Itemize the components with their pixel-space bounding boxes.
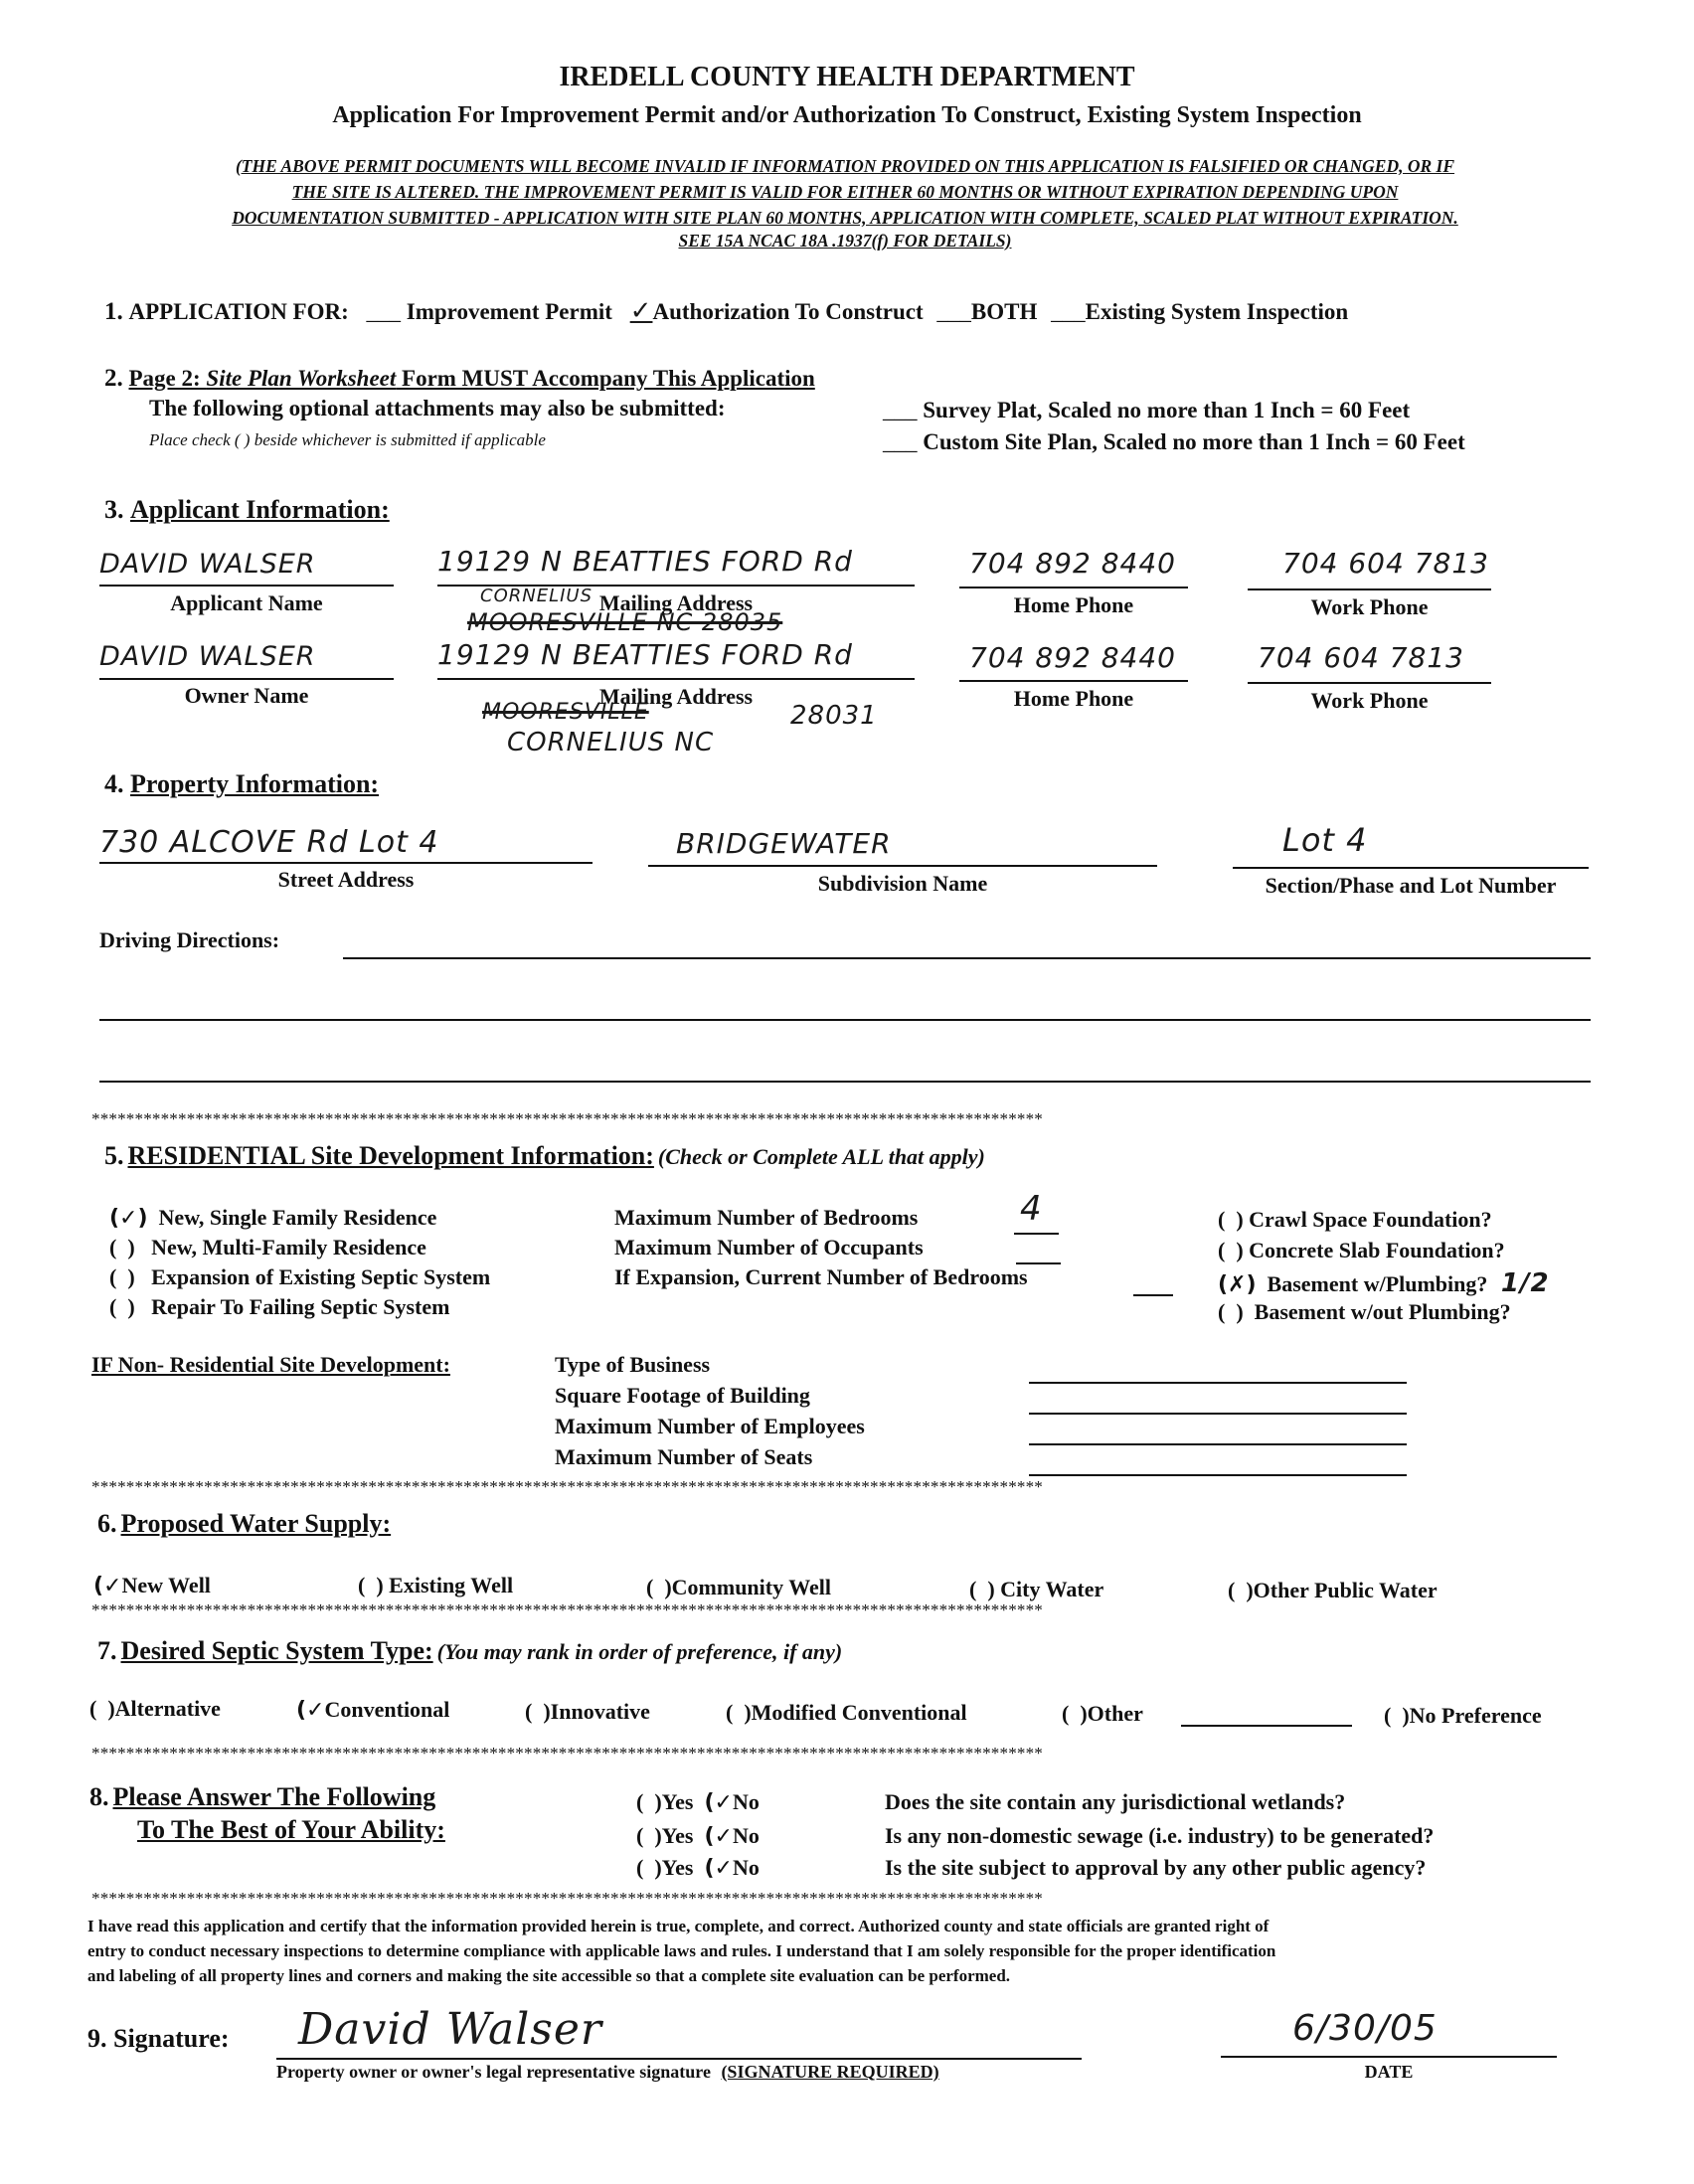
applicant-name-line: [99, 585, 394, 587]
checkbox-empty-icon[interactable]: ( ): [89, 1696, 115, 1721]
non-residential-label: IF Non- Residential Site Development:: [91, 1352, 450, 1377]
question-2-answers[interactable]: [636, 1823, 760, 1849]
street-address-line: [99, 862, 593, 864]
signature-caption: [276, 2062, 939, 2083]
section-number: 3.: [104, 495, 124, 524]
certification-line-1: I have read this application and certify that the information provided herein is true, complete, and correct. Authorized county and state officials are granted right of: [87, 1917, 1270, 1935]
owner-name-label: Owner Name: [184, 683, 309, 708]
document-subtitle: Application For Improvement Permit and/or Authorization To Construct, Existing System Inspection: [332, 102, 1362, 128]
septic-other-line[interactable]: [1181, 1725, 1352, 1727]
subdivision-line: [648, 865, 1157, 867]
foundation-concrete-slab[interactable]: [1218, 1238, 1505, 1263]
signature-value[interactable]: David Walser: [298, 2004, 602, 2055]
custom-site-plan-label: Custom Site Plan, Scaled no more than 1 Inch = 60 Feet: [923, 429, 1465, 454]
section-3-heading: [104, 495, 390, 525]
checkbox-checked-icon[interactable]: (✓: [93, 1574, 122, 1598]
owner-name-value[interactable]: DAVID WALSER: [99, 641, 316, 672]
disclaimer-line-2: THE SITE IS ALTERED. THE IMPROVEMENT PERMIT IS VALID FOR EITHER 60 MONTHS OR WITHOUT EXPIRATION DEPENDING UPON: [291, 182, 1399, 202]
optional-attachments-text: The following optional attachments may also be submitted:: [149, 396, 726, 420]
owner-address-line1[interactable]: 19129 N BEATTIES FORD Rd: [437, 638, 853, 671]
certification-line-2: entry to conduct necessary inspections to determine compliance with applicable laws and rules. I understand that I am solely responsible for the proper identification: [87, 1941, 1276, 1960]
separator-stars: **************************************************************************************************************: [91, 1889, 1043, 1908]
type-label: New, Single Family Residence: [158, 1205, 437, 1230]
no-label: No: [732, 1855, 760, 1880]
option-label: New Well: [121, 1573, 211, 1597]
expansion-bedrooms-label: If Expansion, Current Number of Bedrooms: [614, 1264, 1028, 1289]
no-label: No: [732, 1823, 760, 1848]
septic-modified-conventional[interactable]: [726, 1700, 967, 1726]
type-label: New, Multi-Family Residence: [151, 1235, 426, 1260]
checkbox-checked-icon[interactable]: (✓: [296, 1698, 325, 1723]
square-footage-line[interactable]: [1029, 1413, 1407, 1415]
signature-line: [276, 2058, 1082, 2060]
date-line: [1221, 2056, 1557, 2058]
water-city-water[interactable]: [969, 1577, 1103, 1602]
owner-home-phone-value[interactable]: 704 892 8440: [969, 641, 1176, 674]
septic-no-preference[interactable]: [1384, 1703, 1542, 1729]
driving-directions-line-3[interactable]: [99, 1081, 1591, 1083]
checkbox-empty-icon[interactable]: ( ): [646, 1575, 672, 1599]
no-label: No: [732, 1789, 760, 1814]
type-of-business-label: Type of Business: [555, 1352, 711, 1377]
page2-label: Page 2:: [128, 366, 207, 391]
driving-directions-label: Driving Directions:: [99, 927, 280, 952]
section-6-heading: [97, 1509, 391, 1539]
subdivision-label: Subdivision Name: [817, 871, 988, 896]
please-answer-heading: Please Answer The Following: [112, 1782, 436, 1811]
section-number: 6.: [97, 1509, 117, 1538]
best-of-ability-heading: To The Best of Your Ability:: [137, 1815, 445, 1844]
question-3-answers[interactable]: [636, 1855, 760, 1881]
yes-checkbox[interactable]: ( ): [636, 1789, 662, 1814]
checkbox-empty-icon[interactable]: ( ): [1218, 1299, 1244, 1324]
expansion-bedrooms-line[interactable]: [1133, 1294, 1173, 1296]
max-employees-label: Maximum Number of Employees: [555, 1414, 865, 1438]
yes-checkbox[interactable]: ( ): [636, 1855, 662, 1880]
section-5-heading: [104, 1141, 985, 1171]
no-checkbox-checked[interactable]: (✓: [704, 1790, 733, 1815]
subdivision-value[interactable]: BRIDGEWATER: [676, 827, 892, 860]
section-1: [104, 296, 1348, 326]
checkbox-empty-icon[interactable]: ( ): [1062, 1701, 1088, 1726]
square-footage-label: Square Footage of Building: [555, 1383, 810, 1408]
yes-label: Yes: [661, 1855, 694, 1880]
checkbox-empty-icon[interactable]: ( ): [109, 1294, 135, 1319]
owner-work-phone-label: Work Phone: [1310, 688, 1429, 713]
document-title: IREDELL COUNTY HEALTH DEPARTMENT: [559, 62, 1135, 92]
owner-address-zip[interactable]: 28031: [790, 701, 878, 731]
basement-plumbing-note[interactable]: 1/2: [1500, 1268, 1550, 1298]
septic-type-note: (You may rank in order of preference, if any): [436, 1639, 843, 1664]
place-check-note: Place check ( ) beside whichever is submitted if applicable: [149, 430, 546, 449]
question-1-text: Does the site contain any jurisdictional wetlands?: [885, 1789, 1346, 1814]
section-number: 8.: [89, 1782, 109, 1811]
water-existing-well[interactable]: [358, 1573, 513, 1598]
applicant-name-value[interactable]: DAVID WALSER: [99, 549, 316, 580]
section-4-heading: [104, 769, 379, 799]
checkbox-empty-icon[interactable]: ( ): [1218, 1238, 1244, 1262]
lot-number-label: Section/Phase and Lot Number: [1265, 873, 1557, 898]
lot-number-value[interactable]: Lot 4: [1282, 821, 1368, 859]
disclaimer-line-4: SEE 15A NCAC 18A .1937(f) FOR DETAILS): [678, 231, 1012, 251]
water-supply-heading: Proposed Water Supply:: [120, 1509, 392, 1538]
option-label: Alternative: [114, 1696, 221, 1721]
section-9-label: [87, 2024, 230, 2054]
no-checkbox-checked[interactable]: (✓: [704, 1824, 733, 1849]
option-label: Modified Conventional: [751, 1700, 967, 1725]
disclaimer-line-1: (THE ABOVE PERMIT DOCUMENTS WILL BECOME INVALID IF INFORMATION PROVIDED ON THIS APPLICATION IS FALSIFIED OR CHANGED, OR IF: [235, 156, 1455, 176]
residential-note: (Check or Complete ALL that apply): [657, 1144, 985, 1169]
section-number: 9.: [87, 2024, 107, 2053]
site-plan-worksheet-label: Site Plan Worksheet: [206, 366, 397, 391]
section-8-heading: [89, 1782, 435, 1812]
option-existing-system-inspection[interactable]: Existing System Inspection: [1085, 299, 1349, 324]
option-both[interactable]: BOTH: [970, 299, 1038, 324]
applicant-address-label: Mailing Address: [598, 590, 754, 615]
option-label: Other Public Water: [1253, 1578, 1438, 1602]
question-3-text: Is the site subject to approval by any other public agency?: [885, 1855, 1427, 1880]
applicant-work-phone-value[interactable]: 704 604 7813: [1282, 547, 1489, 580]
applicant-address-line2-struck[interactable]: MOORESVILLE NC 28035: [467, 608, 783, 636]
checkbox-checked-icon[interactable]: (✓): [109, 1206, 148, 1231]
septic-conventional[interactable]: [296, 1697, 449, 1723]
owner-address-line2-struck[interactable]: MOORESVILLE: [482, 700, 649, 725]
option-label: Other: [1087, 1701, 1143, 1726]
septic-other[interactable]: [1062, 1701, 1143, 1727]
option-label: Existing Well: [389, 1573, 514, 1597]
custom-site-plan-blank[interactable]: ___: [883, 429, 918, 454]
max-bedrooms-line: [1014, 1233, 1059, 1235]
max-seats-line[interactable]: [1029, 1474, 1407, 1476]
residential-heading: RESIDENTIAL Site Development Information:: [127, 1141, 654, 1170]
applicant-home-phone-line: [959, 587, 1188, 588]
section-number: 7.: [97, 1636, 117, 1665]
max-bedrooms-label: Maximum Number of Bedrooms: [614, 1205, 919, 1230]
type-repair[interactable]: [109, 1294, 449, 1320]
applicant-address-line1[interactable]: 19129 N BEATTIES FORD Rd: [437, 545, 853, 578]
checkbox-empty-icon[interactable]: ( ): [726, 1700, 752, 1725]
option-label: Community Well: [671, 1575, 831, 1599]
street-address-label: Street Address: [277, 867, 415, 892]
foundation-label: Basement w/Plumbing?: [1267, 1271, 1488, 1296]
owner-address-label: Mailing Address: [598, 684, 754, 709]
option-label: No Preference: [1409, 1703, 1542, 1728]
water-new-well[interactable]: [93, 1573, 211, 1598]
foundation-basement-plumbing[interactable]: [1218, 1268, 1550, 1298]
type-of-business-line[interactable]: [1029, 1382, 1407, 1384]
applicant-work-phone-line: [1248, 588, 1491, 590]
max-employees-line[interactable]: [1029, 1443, 1407, 1445]
section-7-heading: [97, 1636, 842, 1666]
option-improvement-permit[interactable]: Improvement Permit: [406, 299, 612, 324]
type-multi-family[interactable]: [109, 1235, 426, 1260]
applicant-name-label: Applicant Name: [170, 590, 323, 615]
must-accompany-label: Form MUST Accompany This Application: [396, 366, 815, 391]
checkbox-empty-icon[interactable]: ( ): [1218, 1207, 1244, 1232]
question-1-answers[interactable]: [636, 1789, 760, 1815]
separator-stars: **************************************************************************************************************: [91, 1744, 1043, 1763]
checkbox-checked-icon[interactable]: (✗): [1218, 1272, 1257, 1297]
no-checkbox-checked[interactable]: (✓: [704, 1856, 733, 1881]
checkbox-empty-icon[interactable]: ( ): [525, 1699, 551, 1724]
lot-number-line: [1233, 867, 1589, 869]
section-number: 5.: [104, 1141, 124, 1170]
owner-home-phone-line: [959, 680, 1188, 682]
signature-label: Signature:: [113, 2024, 230, 2053]
checkbox-empty-icon[interactable]: ( ): [1384, 1703, 1410, 1728]
option-label: Conventional: [324, 1697, 450, 1722]
survey-plat-blank[interactable]: ___: [883, 398, 918, 422]
application-for-label: APPLICATION FOR:: [128, 299, 349, 324]
disclaimer-line-3: DOCUMENTATION SUBMITTED - APPLICATION WITH SITE PLAN 60 MONTHS, APPLICATION WITH COMPLETE, SCALED PLAT WITHOUT EXPIRATION.: [232, 208, 1458, 228]
type-label: Repair To Failing Septic System: [151, 1294, 450, 1319]
check-icon[interactable]: ✓: [629, 296, 653, 326]
driving-directions-line-1[interactable]: [343, 957, 1591, 959]
section-number: 2.: [104, 365, 123, 392]
option-label: City Water: [1000, 1577, 1104, 1601]
owner-name-line: [99, 678, 394, 680]
septic-type-heading: Desired Septic System Type:: [120, 1636, 433, 1665]
septic-innovative[interactable]: [525, 1699, 650, 1725]
checkbox-empty-icon[interactable]: ( ): [358, 1573, 384, 1597]
separator-stars: **************************************************************************************************************: [91, 1600, 1043, 1619]
yes-label: Yes: [661, 1823, 694, 1848]
both-blank[interactable]: ___: [936, 299, 971, 324]
certification-line-3: and labeling of all property lines and corners and making the site accessible so that a complete site evaluation can be performed.: [87, 1966, 1011, 1985]
improvement-permit-blank[interactable]: ___: [366, 299, 402, 324]
section-2-heading: [104, 365, 815, 393]
type-single-family[interactable]: [109, 1205, 436, 1231]
existing-blank[interactable]: ___: [1051, 299, 1086, 324]
date-label: DATE: [1364, 2062, 1414, 2082]
max-bedrooms-value[interactable]: 4: [1020, 1189, 1043, 1229]
date-value[interactable]: 6/30/05: [1292, 2008, 1438, 2049]
owner-address-city[interactable]: CORNELIUS NC: [507, 728, 715, 757]
separator-stars: **************************************************************************************************************: [91, 1477, 1043, 1496]
driving-directions-line-2[interactable]: [99, 1019, 1591, 1021]
street-address-value[interactable]: 730 ALCOVE Rd Lot 4: [99, 825, 439, 860]
option-authorization-to-construct[interactable]: Authorization To Construct: [652, 299, 924, 324]
max-seats-label: Maximum Number of Seats: [555, 1444, 813, 1469]
yes-label: Yes: [661, 1789, 694, 1814]
checkbox-empty-icon[interactable]: ( ): [109, 1235, 135, 1260]
signature-required-text: (SIGNATURE REQUIRED): [721, 2062, 939, 2082]
yes-checkbox[interactable]: ( ): [636, 1823, 662, 1848]
owner-work-phone-value[interactable]: 704 604 7813: [1258, 641, 1464, 674]
applicant-home-phone-label: Home Phone: [1013, 592, 1134, 617]
applicant-information-heading: Applicant Information:: [130, 495, 390, 524]
property-information-heading: Property Information:: [130, 769, 380, 798]
water-community-well[interactable]: [646, 1575, 831, 1600]
foundation-label: Basement w/out Plumbing?: [1254, 1299, 1511, 1324]
foundation-basement-no-plumbing[interactable]: [1218, 1299, 1511, 1325]
foundation-crawl-space[interactable]: [1218, 1207, 1492, 1233]
option-label: Innovative: [550, 1699, 650, 1724]
foundation-label: Crawl Space Foundation?: [1249, 1207, 1492, 1232]
checkbox-empty-icon[interactable]: ( ): [109, 1264, 135, 1289]
owner-home-phone-label: Home Phone: [1013, 686, 1134, 711]
type-label: Expansion of Existing Septic System: [151, 1264, 491, 1289]
max-occupants-label: Maximum Number of Occupants: [614, 1235, 924, 1260]
type-expansion[interactable]: [109, 1264, 490, 1290]
section-number: 4.: [104, 769, 124, 798]
applicant-address-line2-over[interactable]: CORNELIUS: [480, 586, 593, 606]
question-2-text: Is any non-domestic sewage (i.e. industry) to be generated?: [885, 1823, 1435, 1848]
custom-site-plan-option[interactable]: [883, 429, 1465, 455]
owner-work-phone-line: [1248, 682, 1491, 684]
survey-plat-option[interactable]: [883, 398, 1410, 423]
owner-address-underline: [437, 678, 915, 680]
checkbox-empty-icon[interactable]: ( ): [969, 1577, 995, 1601]
foundation-label: Concrete Slab Foundation?: [1249, 1238, 1505, 1262]
section-number: 1.: [104, 298, 123, 325]
separator-stars: **************************************************************************************************************: [91, 1109, 1043, 1128]
checkbox-empty-icon[interactable]: ( ): [1228, 1578, 1254, 1602]
signature-caption-text: Property owner or owner's legal representative signature: [276, 2062, 711, 2082]
septic-alternative[interactable]: [89, 1696, 221, 1722]
applicant-work-phone-label: Work Phone: [1310, 594, 1429, 619]
survey-plat-label: Survey Plat, Scaled no more than 1 Inch = 60 Feet: [923, 398, 1411, 422]
applicant-home-phone-value[interactable]: 704 892 8440: [969, 547, 1176, 580]
